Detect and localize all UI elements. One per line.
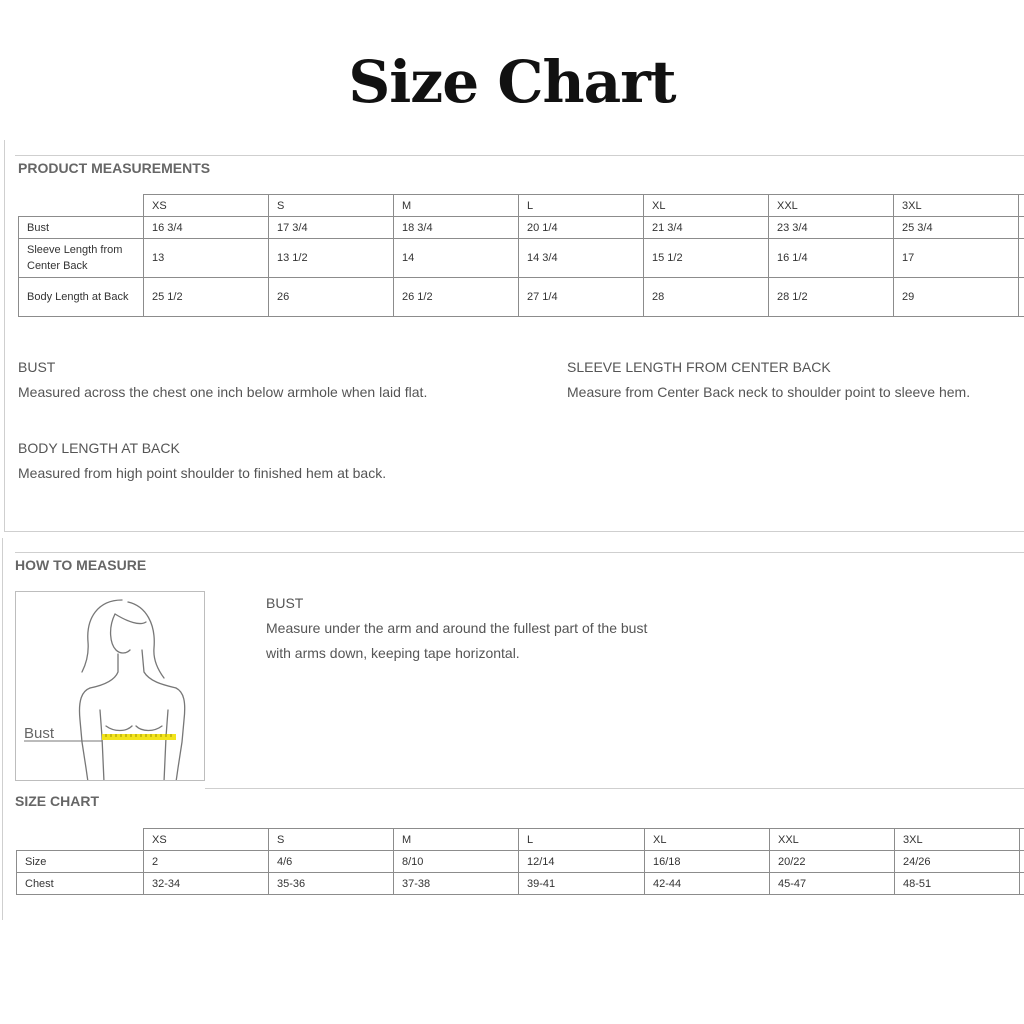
table-row bbox=[19, 239, 1024, 278]
frame-left-line bbox=[4, 140, 5, 532]
size-header: L bbox=[519, 829, 645, 851]
table-corner-cell bbox=[17, 829, 144, 851]
table-cell: 16 3/4 bbox=[144, 217, 269, 239]
size-header: XS bbox=[144, 829, 269, 851]
table-cell: 8/10 bbox=[394, 851, 519, 873]
table-cell: 39-41 bbox=[519, 873, 645, 895]
table-cell: 18 3/4 bbox=[394, 217, 519, 239]
table-row bbox=[17, 851, 1024, 873]
size-header: 3XL bbox=[894, 195, 1019, 217]
table-cell: 37-38 bbox=[394, 873, 519, 895]
sleeve-definition-text: Measure from Center Back neck to shoulder point to sleeve hem. bbox=[567, 384, 971, 400]
table-cell: 48-51 bbox=[895, 873, 1020, 895]
table-cell: 16/18 bbox=[645, 851, 770, 873]
table-cell: 24/26 bbox=[895, 851, 1020, 873]
table-cell: 35-36 bbox=[269, 873, 394, 895]
table-row bbox=[17, 873, 1024, 895]
table-cell: 21 3/4 bbox=[644, 217, 769, 239]
size-header: XL bbox=[644, 195, 769, 217]
how-bust-line-2: with arms down, keeping tape horizontal. bbox=[266, 645, 520, 661]
table-cell: 14 bbox=[394, 239, 519, 278]
table-cell: 20 1/4 bbox=[519, 217, 644, 239]
row-label: Chest bbox=[17, 873, 144, 895]
table-overflow-cell bbox=[1020, 873, 1024, 895]
table-overflow-cell bbox=[1020, 851, 1024, 873]
frame-top-line bbox=[15, 155, 1024, 156]
product-measurements-table bbox=[18, 194, 1024, 317]
row-label: Body Length at Back bbox=[19, 278, 144, 317]
size-header: XS bbox=[144, 195, 269, 217]
body-definition-text: Measured from high point shoulder to finished hem at back. bbox=[18, 465, 387, 481]
page-title: Size Chart bbox=[348, 48, 676, 116]
frame-left-line-2 bbox=[2, 538, 3, 920]
size-chart-table bbox=[16, 828, 1024, 895]
how-to-measure-heading: HOW TO MEASURE bbox=[15, 557, 147, 573]
table-cell: 13 1/2 bbox=[269, 239, 394, 278]
table-cell: 2 bbox=[144, 851, 269, 873]
size-header: XL bbox=[645, 829, 770, 851]
table-cell: 28 bbox=[644, 278, 769, 317]
table-cell: 15 1/2 bbox=[644, 239, 769, 278]
table-cell: 16 1/4 bbox=[769, 239, 894, 278]
bust-definition-title: BUST bbox=[18, 359, 56, 375]
how-bust-line-1: Measure under the arm and around the fullest part of the bust bbox=[266, 620, 648, 636]
table-header-row bbox=[17, 829, 1024, 851]
table-cell: 26 bbox=[269, 278, 394, 317]
body-definition-title: BODY LENGTH AT BACK bbox=[18, 440, 180, 456]
how-to-measure-line bbox=[15, 552, 1024, 553]
size-header: L bbox=[519, 195, 644, 217]
table-overflow-cell bbox=[1019, 278, 1024, 317]
table-cell: 13 bbox=[144, 239, 269, 278]
table-cell: 12/14 bbox=[519, 851, 645, 873]
table-cell: 45-47 bbox=[770, 873, 895, 895]
table-cell: 23 3/4 bbox=[769, 217, 894, 239]
figure-bust-label: Bust bbox=[24, 725, 55, 742]
size-header: M bbox=[394, 829, 519, 851]
size-header: M bbox=[394, 195, 519, 217]
table-overflow-cell bbox=[1019, 217, 1024, 239]
row-label: Sleeve Length from Center Back bbox=[19, 239, 144, 278]
table-row bbox=[19, 278, 1024, 317]
frame-divider-line bbox=[4, 531, 1024, 532]
size-header: S bbox=[269, 195, 394, 217]
bust-measure-figure bbox=[15, 591, 205, 781]
sleeve-definition-title: SLEEVE LENGTH FROM CENTER BACK bbox=[567, 359, 831, 375]
table-row bbox=[19, 217, 1024, 239]
size-header: XXL bbox=[769, 195, 894, 217]
size-header: 3XL bbox=[895, 829, 1020, 851]
size-header: S bbox=[269, 829, 394, 851]
table-overflow-cell bbox=[1019, 195, 1024, 217]
size-header: XXL bbox=[770, 829, 895, 851]
table-cell: 14 3/4 bbox=[519, 239, 644, 278]
table-cell: 27 1/4 bbox=[519, 278, 644, 317]
size-chart-heading: SIZE CHART bbox=[15, 793, 99, 809]
table-cell: 32-34 bbox=[144, 873, 269, 895]
product-measurements-heading: PRODUCT MEASUREMENTS bbox=[18, 160, 211, 176]
table-cell: 28 1/2 bbox=[769, 278, 894, 317]
table-header-row bbox=[19, 195, 1024, 217]
table-cell: 20/22 bbox=[770, 851, 895, 873]
table-cell: 4/6 bbox=[269, 851, 394, 873]
figure-illustration bbox=[16, 592, 205, 781]
row-label: Size bbox=[17, 851, 144, 873]
bust-definition-text: Measured across the chest one inch below armhole when laid flat. bbox=[18, 384, 428, 400]
table-overflow-cell bbox=[1020, 829, 1024, 851]
how-bust-title: BUST bbox=[266, 595, 304, 611]
table-cell: 17 3/4 bbox=[269, 217, 394, 239]
table-cell: 26 1/2 bbox=[394, 278, 519, 317]
table-cell: 25 1/2 bbox=[144, 278, 269, 317]
table-cell: 25 3/4 bbox=[894, 217, 1019, 239]
measuring-tape bbox=[102, 734, 176, 740]
table-cell: 17 bbox=[894, 239, 1019, 278]
table-overflow-cell bbox=[1019, 239, 1024, 278]
row-label: Bust bbox=[19, 217, 144, 239]
table-corner-cell bbox=[19, 195, 144, 217]
table-cell: 29 bbox=[894, 278, 1019, 317]
table-cell: 42-44 bbox=[645, 873, 770, 895]
size-chart-line bbox=[205, 788, 1024, 789]
